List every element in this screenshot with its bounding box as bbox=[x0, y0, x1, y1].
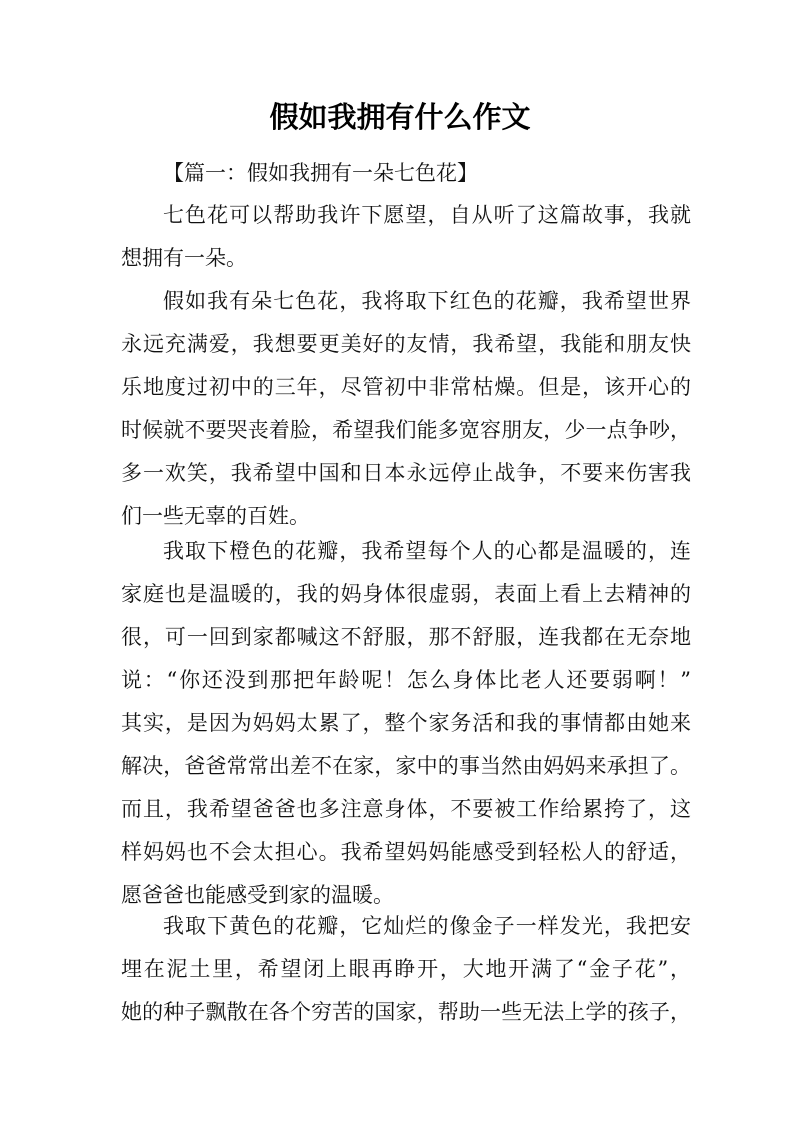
paragraph-line: 时候就不要哭丧着脸，希望我们能多宽容朋友，少一点争吵， bbox=[121, 418, 691, 442]
paragraph-line: 愿爸爸也能感受到家的温暖。 bbox=[121, 883, 394, 907]
paragraph-line: 多一欢笑，我希望中国和日本永远停止战争，不要来伤害我 bbox=[121, 461, 691, 485]
paragraph-line: 而且，我希望爸爸也多注意身体，不要被工作给累挎了，这 bbox=[121, 797, 691, 821]
paragraph-3 bbox=[121, 530, 691, 917]
paragraph-line: 她的种子飘散在各个穷苦的国家，帮助一些无法上学的孩子， bbox=[121, 1000, 691, 1024]
paragraph-4 bbox=[121, 905, 691, 1034]
paragraph-line: 埋在泥土里，希望闭上眼再睁开，大地开满了“金子花”， bbox=[121, 957, 691, 981]
section-heading: 【篇一：假如我拥有一朵七色花】 bbox=[163, 161, 478, 185]
page-title: 假如我拥有什么作文 bbox=[269, 100, 531, 134]
paragraph-2 bbox=[121, 280, 691, 538]
paragraph-line: 乐地度过初中的三年，尽管初中非常枯燥。但是，该开心的 bbox=[121, 375, 691, 399]
paragraph-line: 家庭也是温暖的，我的妈身体很虚弱，表面上看上去精神的 bbox=[121, 582, 691, 606]
paragraph-1 bbox=[121, 194, 691, 280]
paragraph-line: 假如我有朵七色花，我将取下红色的花瓣，我希望世界 bbox=[163, 289, 691, 313]
paragraph-line: 我取下黄色的花瓣，它灿烂的像金子一样发光，我把安 bbox=[163, 914, 691, 938]
paragraph-line: 样妈妈也不会太担心。我希望妈妈能感受到轻松人的舒适， bbox=[121, 840, 691, 864]
paragraph-line: 解决，爸爸常常出差不在家，家中的事当然由妈妈来承担了。 bbox=[121, 754, 691, 778]
paragraph-line: 说：“你还没到那把年龄呢！怎么身体比老人还要弱啊！” bbox=[121, 668, 691, 692]
paragraph-line: 七色花可以帮助我许下愿望，自从听了这篇故事，我就 bbox=[163, 203, 691, 227]
paragraph-line: 我取下橙色的花瓣，我希望每个人的心都是温暖的，连 bbox=[163, 539, 691, 563]
paragraph-line: 想拥有一朵。 bbox=[121, 246, 247, 270]
paragraph-line: 永远充满爱，我想要更美好的友情，我希望，我能和朋友快 bbox=[121, 332, 691, 356]
paragraph-line: 们一些无辜的百姓。 bbox=[121, 504, 310, 528]
paragraph-line: 其实，是因为妈妈太累了，整个家务活和我的事情都由她来 bbox=[121, 711, 691, 735]
paragraph-line: 很，可一回到家都喊这不舒服，那不舒服，连我都在无奈地 bbox=[121, 625, 691, 649]
